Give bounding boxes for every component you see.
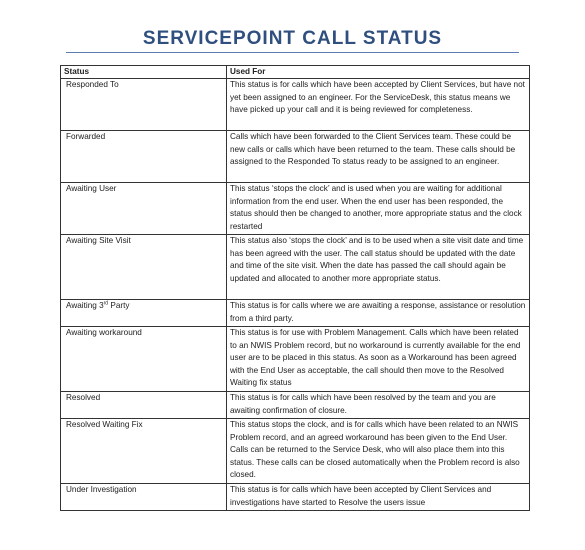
status-text: Awaiting 3 <box>66 301 104 311</box>
table-row <box>61 392 530 419</box>
description-cell: This status is for calls which have been accepted by Client Services, but have not yet been assigned to an engineer. For the ServiceDesk, this status means we have picked up your call and it is being reviewed for completeness. <box>227 79 530 131</box>
table-row <box>61 79 530 131</box>
table-row <box>61 183 530 235</box>
status-cell <box>61 300 227 327</box>
status-cell: Awaiting workaround <box>61 327 227 392</box>
table-row <box>61 131 530 183</box>
description-cell: This status also ‘stops the clock’ and is to be used when a site visit date and time has been agreed with the user. The call status should be updated with the date and time of the site visit. When the date has passed the call should again be updated and allocated to another more appropriate status. <box>227 235 530 300</box>
status-cell: Awaiting Site Visit <box>61 235 227 300</box>
table-row <box>61 419 530 484</box>
status-cell: Under Investigation <box>61 484 227 511</box>
call-status-table <box>60 65 530 511</box>
table-row <box>61 484 530 511</box>
table-header-row <box>61 66 530 79</box>
status-cell: Awaiting User <box>61 183 227 235</box>
title-underline <box>66 52 519 53</box>
used-for-column-header: Used For <box>227 66 530 79</box>
status-cell: Resolved Waiting Fix <box>61 419 227 484</box>
description-cell: Calls which have been forwarded to the Client Services team. These could be new calls or calls which have been returned to the team. These calls should be assigned to the Responded To status ready to be assigned to an engineer. <box>227 131 530 183</box>
status-text-suffix: Party <box>108 301 130 311</box>
status-cell: Resolved <box>61 392 227 419</box>
status-cell: Responded To <box>61 79 227 131</box>
description-cell: This status is for use with Problem Management. Calls which have been related to an NWIS Problem record, but no workaround is currently available for the end user are to be placed in this status. As soon as a Workaround has been agreed with the End User as acceptable, the call should then move to the Resolved Waiting fix status <box>227 327 530 392</box>
description-cell: This status is for calls where we are awaiting a response, assistance or resolution from a third party. <box>227 300 530 327</box>
status-cell: Forwarded <box>61 131 227 183</box>
description-cell: This status is for calls which have been accepted by Client Services and investigations have started to Resolve the users issue <box>227 484 530 511</box>
table-row <box>61 327 530 392</box>
description-cell: This status stops the clock, and is for calls which have been related to an NWIS Problem record, and an agreed workaround has been given to the End User. Calls can be returned to the Service Desk, who will also place them into this status. These calls can be closed automatically when the Problem record is also closed. <box>227 419 530 484</box>
status-column-header: Status <box>61 66 227 79</box>
document-title: SERVICEPOINT CALL STATUS <box>142 28 443 49</box>
description-cell: This status is for calls which have been resolved by the team and you are awaiting confirmation of closure. <box>227 392 530 419</box>
description-cell: This status ‘stops the clock’ and is used when you are waiting for additional information from the end user. When the end user has been responded, the status should then be changed to another, more appropriate status and the clock restarted <box>227 183 530 235</box>
table-row <box>61 300 530 327</box>
table-row <box>61 235 530 300</box>
ordinal-superscript: rd <box>103 300 109 307</box>
